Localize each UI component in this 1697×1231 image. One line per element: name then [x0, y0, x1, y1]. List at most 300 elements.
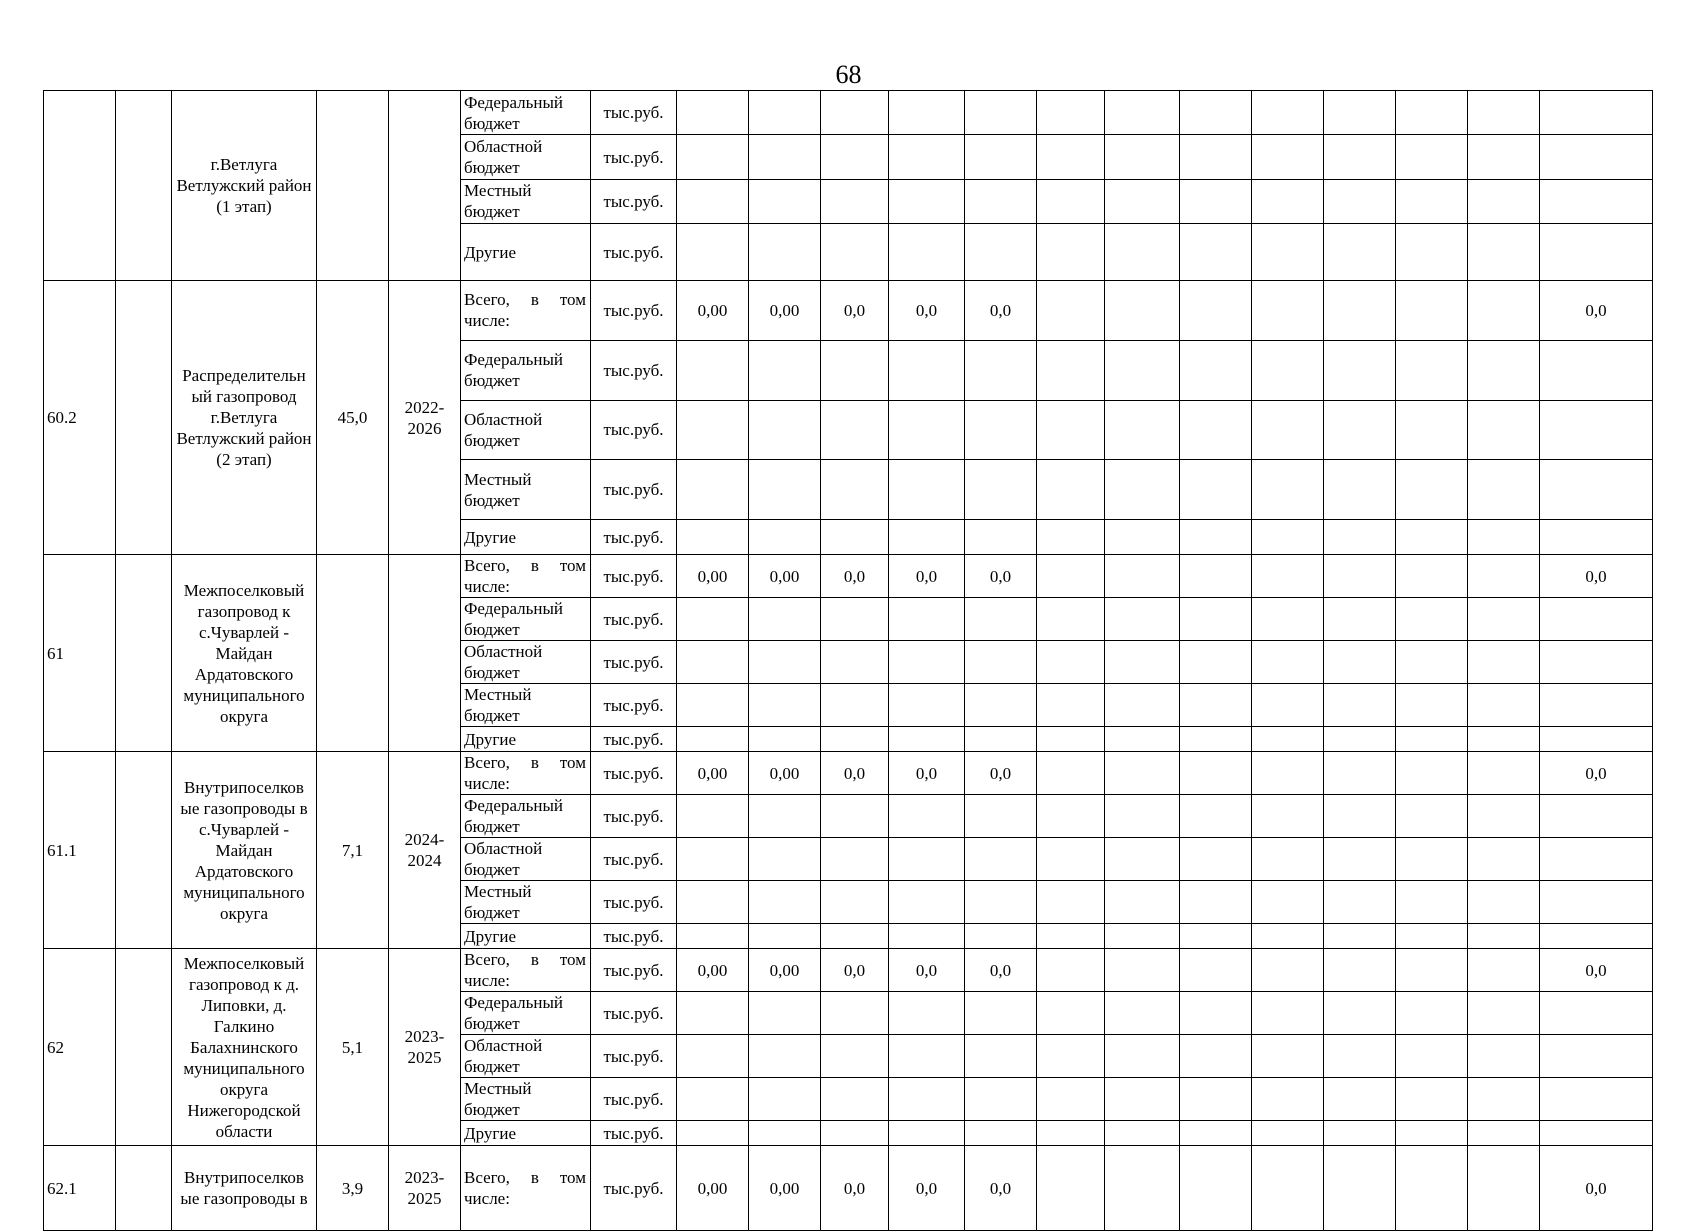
funding-source-cell: Федеральный бюджет	[461, 598, 591, 641]
empty-value-cell	[1396, 1078, 1468, 1121]
empty-value-cell	[1396, 400, 1468, 460]
value-cell	[821, 520, 889, 555]
value-cell	[965, 838, 1037, 881]
value-cell	[821, 992, 889, 1035]
value-cell	[821, 727, 889, 752]
empty-value-cell	[1105, 555, 1180, 598]
period-cell: 2023- 2025	[389, 1146, 461, 1231]
value-cell	[889, 838, 965, 881]
value-cell	[749, 179, 821, 223]
table-row	[44, 752, 1653, 795]
page-number: 68	[835, 60, 862, 89]
empty-value-cell	[1252, 795, 1324, 838]
value-cell	[677, 520, 749, 555]
empty-value-cell	[1105, 400, 1180, 460]
value-cell	[821, 924, 889, 949]
empty-value-cell	[1324, 555, 1396, 598]
empty-value-cell	[1037, 281, 1105, 341]
empty-value-cell	[1468, 684, 1540, 727]
empty-value-cell	[1105, 1078, 1180, 1121]
value-cell	[749, 91, 821, 135]
empty-value-cell	[1105, 881, 1180, 924]
empty-value-cell	[1180, 460, 1252, 520]
value-cell	[965, 641, 1037, 684]
value-cell	[821, 598, 889, 641]
empty-value-cell	[1396, 924, 1468, 949]
value-cell	[677, 400, 749, 460]
value-cell	[889, 91, 965, 135]
empty-value-cell	[1180, 1146, 1252, 1231]
length-cell	[317, 91, 389, 281]
empty-value-cell	[1105, 135, 1180, 179]
table-row	[44, 281, 1653, 341]
value-cell	[677, 684, 749, 727]
empty-value-cell	[1252, 460, 1324, 520]
row-number-cell: 60.2	[44, 281, 116, 555]
empty-value-cell	[1252, 924, 1324, 949]
funding-source-cell: Местный бюджет	[461, 684, 591, 727]
empty-value-cell	[1252, 340, 1324, 400]
value-cell	[749, 1035, 821, 1078]
total-cell	[1540, 1121, 1653, 1146]
empty-value-cell	[1396, 949, 1468, 992]
funding-source-cell: Другие	[461, 520, 591, 555]
value-cell	[821, 340, 889, 400]
value-cell: 0,00	[749, 555, 821, 598]
empty-value-cell	[1468, 598, 1540, 641]
empty-value-cell	[1037, 460, 1105, 520]
table-row	[44, 949, 1653, 992]
unit-cell: тыс.руб.	[591, 641, 677, 684]
unit-cell: тыс.руб.	[591, 727, 677, 752]
value-cell	[677, 992, 749, 1035]
empty-value-cell	[1180, 727, 1252, 752]
value-cell	[889, 641, 965, 684]
value-cell	[677, 1035, 749, 1078]
empty-value-cell	[1324, 224, 1396, 281]
empty-value-cell	[1324, 520, 1396, 555]
value-cell	[889, 924, 965, 949]
empty-value-cell	[1252, 838, 1324, 881]
value-cell	[965, 881, 1037, 924]
period-cell	[389, 91, 461, 281]
empty-value-cell	[1324, 684, 1396, 727]
value-cell	[889, 992, 965, 1035]
empty-value-cell	[1468, 281, 1540, 341]
value-cell	[965, 179, 1037, 223]
value-cell	[889, 520, 965, 555]
value-cell	[821, 1078, 889, 1121]
unit-cell: тыс.руб.	[591, 838, 677, 881]
value-cell	[821, 881, 889, 924]
value-cell	[821, 641, 889, 684]
empty-value-cell	[1324, 281, 1396, 341]
empty-value-cell	[1396, 91, 1468, 135]
empty-value-cell	[1252, 281, 1324, 341]
funding-source-cell: Местный бюджет	[461, 179, 591, 223]
value-cell	[749, 641, 821, 684]
total-cell	[1540, 838, 1653, 881]
empty-value-cell	[1324, 641, 1396, 684]
empty-value-cell	[1468, 949, 1540, 992]
value-cell	[965, 224, 1037, 281]
unit-cell: тыс.руб.	[591, 520, 677, 555]
empty-value-cell	[1468, 1035, 1540, 1078]
empty-value-cell	[1180, 949, 1252, 992]
empty-value-cell	[1252, 992, 1324, 1035]
empty-value-cell	[1180, 224, 1252, 281]
value-cell	[821, 91, 889, 135]
value-cell	[749, 795, 821, 838]
total-label-line1: Всего, в том	[464, 290, 586, 310]
funding-source-cell: Другие	[461, 727, 591, 752]
empty-value-cell	[1252, 1035, 1324, 1078]
empty-value-cell	[1468, 520, 1540, 555]
value-cell: 0,0	[965, 555, 1037, 598]
empty-value-cell	[1180, 881, 1252, 924]
unit-cell: тыс.руб.	[591, 1121, 677, 1146]
empty-value-cell	[1037, 752, 1105, 795]
empty-value-cell	[1468, 400, 1540, 460]
empty-value-cell	[1105, 795, 1180, 838]
total-cell: 0,0	[1540, 555, 1653, 598]
value-cell	[677, 795, 749, 838]
empty-value-cell	[1396, 1035, 1468, 1078]
value-cell	[889, 727, 965, 752]
row-number-cell: 62.1	[44, 1146, 116, 1231]
empty-value-cell	[1252, 641, 1324, 684]
empty-value-cell	[1396, 727, 1468, 752]
empty-value-cell	[1396, 838, 1468, 881]
length-cell: 3,9	[317, 1146, 389, 1231]
empty-value-cell	[1180, 992, 1252, 1035]
value-cell	[749, 340, 821, 400]
value-cell: 0,0	[889, 281, 965, 341]
empty-value-cell	[1105, 520, 1180, 555]
funding-source-cell	[461, 949, 591, 992]
funding-source-cell	[461, 281, 591, 341]
value-cell	[889, 598, 965, 641]
total-cell	[1540, 881, 1653, 924]
empty-value-cell	[1468, 135, 1540, 179]
empty-value-cell	[1180, 838, 1252, 881]
empty-value-cell	[1396, 1121, 1468, 1146]
value-cell: 0,0	[965, 1146, 1037, 1231]
empty-value-cell	[1468, 1121, 1540, 1146]
empty-value-cell	[1468, 727, 1540, 752]
row-number-cell: 62	[44, 949, 116, 1146]
funding-source-cell: Областной бюджет	[461, 135, 591, 179]
empty-value-cell	[1105, 91, 1180, 135]
value-cell	[749, 992, 821, 1035]
funding-source-cell: Областной бюджет	[461, 641, 591, 684]
value-cell: 0,00	[749, 281, 821, 341]
total-cell: 0,0	[1540, 1146, 1653, 1231]
empty-value-cell	[1037, 838, 1105, 881]
empty-value-cell	[1252, 555, 1324, 598]
value-cell	[965, 795, 1037, 838]
empty-value-cell	[1468, 795, 1540, 838]
value-cell	[749, 838, 821, 881]
value-cell: 0,0	[889, 752, 965, 795]
empty-value-cell	[1180, 924, 1252, 949]
value-cell	[677, 1121, 749, 1146]
empty-value-cell	[1105, 1121, 1180, 1146]
value-cell	[677, 340, 749, 400]
empty-value-cell	[1468, 91, 1540, 135]
value-cell: 0,0	[889, 1146, 965, 1231]
empty-value-cell	[1252, 1078, 1324, 1121]
unit-cell: тыс.руб.	[591, 340, 677, 400]
total-cell	[1540, 924, 1653, 949]
empty-value-cell	[1324, 460, 1396, 520]
empty-value-cell	[1252, 179, 1324, 223]
value-cell: 0,0	[965, 949, 1037, 992]
length-cell: 7,1	[317, 752, 389, 949]
funding-source-cell: Местный бюджет	[461, 1078, 591, 1121]
total-cell: 0,0	[1540, 949, 1653, 992]
total-cell	[1540, 179, 1653, 223]
empty-value-cell	[1324, 1121, 1396, 1146]
empty-value-cell	[1324, 881, 1396, 924]
empty-value-cell	[1037, 520, 1105, 555]
total-cell: 0,0	[1540, 281, 1653, 341]
total-cell	[1540, 641, 1653, 684]
empty-value-cell	[1396, 752, 1468, 795]
value-cell	[889, 1035, 965, 1078]
total-cell	[1540, 91, 1653, 135]
value-cell	[749, 460, 821, 520]
empty-value-cell	[1105, 992, 1180, 1035]
total-cell	[1540, 460, 1653, 520]
value-cell	[889, 684, 965, 727]
object-name-cell: Межпоселковый газопровод к с.Чуварлей - Майдан Ардатовского муниципального округа	[172, 555, 317, 752]
value-cell: 0,00	[677, 281, 749, 341]
unit-cell: тыс.руб.	[591, 224, 677, 281]
unit-cell: тыс.руб.	[591, 1035, 677, 1078]
row-number-cell: 61.1	[44, 752, 116, 949]
empty-value-cell	[1324, 400, 1396, 460]
funding-source-cell: Областной бюджет	[461, 838, 591, 881]
empty-value-cell	[1180, 135, 1252, 179]
value-cell	[965, 727, 1037, 752]
value-cell	[889, 179, 965, 223]
funding-source-cell: Областной бюджет	[461, 1035, 591, 1078]
value-cell	[821, 838, 889, 881]
empty-cell	[116, 949, 172, 1146]
total-cell	[1540, 727, 1653, 752]
empty-value-cell	[1180, 598, 1252, 641]
funding-source-cell	[461, 555, 591, 598]
empty-value-cell	[1396, 881, 1468, 924]
value-cell	[749, 924, 821, 949]
value-cell	[677, 881, 749, 924]
object-name-cell: Внутрипоселков ые газопроводы в с.Чуварлей - Майдан Ардатовского муниципального округа	[172, 752, 317, 949]
empty-value-cell	[1252, 400, 1324, 460]
value-cell	[965, 1078, 1037, 1121]
unit-cell: тыс.руб.	[591, 400, 677, 460]
empty-value-cell	[1468, 1146, 1540, 1231]
value-cell	[749, 727, 821, 752]
length-cell	[317, 555, 389, 752]
empty-value-cell	[1396, 179, 1468, 223]
unit-cell: тыс.руб.	[591, 179, 677, 223]
value-cell	[965, 598, 1037, 641]
funding-source-cell: Федеральный бюджет	[461, 992, 591, 1035]
empty-cell	[116, 1146, 172, 1231]
value-cell	[749, 224, 821, 281]
total-cell	[1540, 340, 1653, 400]
empty-value-cell	[1105, 949, 1180, 992]
period-cell	[389, 555, 461, 752]
empty-value-cell	[1105, 340, 1180, 400]
total-label-line1: Всего, в том	[464, 1168, 586, 1187]
value-cell	[965, 135, 1037, 179]
total-cell	[1540, 1078, 1653, 1121]
value-cell: 0,00	[677, 752, 749, 795]
empty-value-cell	[1396, 992, 1468, 1035]
value-cell	[677, 727, 749, 752]
empty-value-cell	[1105, 838, 1180, 881]
empty-value-cell	[1324, 924, 1396, 949]
funding-source-cell: Федеральный бюджет	[461, 795, 591, 838]
value-cell	[677, 135, 749, 179]
empty-value-cell	[1396, 555, 1468, 598]
funding-source-cell	[461, 1146, 591, 1231]
empty-value-cell	[1324, 752, 1396, 795]
empty-value-cell	[1468, 340, 1540, 400]
empty-value-cell	[1324, 1146, 1396, 1231]
empty-value-cell	[1037, 1146, 1105, 1231]
total-label-line2: числе:	[464, 774, 510, 793]
total-cell: 0,0	[1540, 752, 1653, 795]
empty-value-cell	[1468, 179, 1540, 223]
empty-value-cell	[1396, 281, 1468, 341]
value-cell	[889, 135, 965, 179]
period-cell: 2023- 2025	[389, 949, 461, 1146]
unit-cell: тыс.руб.	[591, 281, 677, 341]
total-label-line2: числе:	[464, 1189, 510, 1208]
value-cell: 0,0	[821, 555, 889, 598]
row-number-cell	[44, 91, 116, 281]
value-cell: 0,0	[821, 752, 889, 795]
empty-value-cell	[1324, 179, 1396, 223]
empty-value-cell	[1468, 1078, 1540, 1121]
empty-value-cell	[1037, 135, 1105, 179]
funding-source-cell: Местный бюджет	[461, 460, 591, 520]
unit-cell: тыс.руб.	[591, 992, 677, 1035]
empty-value-cell	[1252, 949, 1324, 992]
length-cell: 45,0	[317, 281, 389, 555]
empty-value-cell	[1037, 795, 1105, 838]
empty-value-cell	[1396, 598, 1468, 641]
empty-value-cell	[1396, 795, 1468, 838]
total-cell	[1540, 224, 1653, 281]
investment-table	[43, 90, 1653, 1231]
empty-value-cell	[1037, 881, 1105, 924]
funding-source-cell: Другие	[461, 924, 591, 949]
empty-value-cell	[1324, 795, 1396, 838]
object-name-cell: Внутрипоселков ые газопроводы в	[172, 1146, 317, 1231]
value-cell: 0,0	[821, 281, 889, 341]
value-cell	[749, 1078, 821, 1121]
value-cell: 0,00	[677, 1146, 749, 1231]
empty-value-cell	[1396, 460, 1468, 520]
value-cell	[749, 598, 821, 641]
total-label-line2: числе:	[464, 971, 510, 990]
empty-value-cell	[1468, 881, 1540, 924]
total-label-line1: Всего, в том	[464, 950, 586, 969]
empty-value-cell	[1180, 641, 1252, 684]
value-cell	[749, 684, 821, 727]
empty-cell	[116, 281, 172, 555]
value-cell	[749, 1121, 821, 1146]
empty-value-cell	[1252, 1121, 1324, 1146]
empty-value-cell	[1468, 838, 1540, 881]
value-cell	[677, 179, 749, 223]
value-cell	[889, 340, 965, 400]
funding-source-cell: Другие	[461, 1121, 591, 1146]
empty-value-cell	[1252, 224, 1324, 281]
total-cell	[1540, 1035, 1653, 1078]
empty-value-cell	[1252, 752, 1324, 795]
empty-value-cell	[1324, 838, 1396, 881]
value-cell	[965, 520, 1037, 555]
empty-value-cell	[1180, 1078, 1252, 1121]
total-cell	[1540, 684, 1653, 727]
empty-value-cell	[1180, 340, 1252, 400]
value-cell	[821, 684, 889, 727]
period-cell: 2024- 2024	[389, 752, 461, 949]
empty-value-cell	[1468, 555, 1540, 598]
empty-value-cell	[1252, 520, 1324, 555]
value-cell	[677, 838, 749, 881]
unit-cell: тыс.руб.	[591, 949, 677, 992]
value-cell	[677, 91, 749, 135]
empty-value-cell	[1105, 1146, 1180, 1231]
value-cell	[677, 460, 749, 520]
unit-cell: тыс.руб.	[591, 598, 677, 641]
empty-value-cell	[1396, 520, 1468, 555]
value-cell	[677, 1078, 749, 1121]
empty-value-cell	[1105, 924, 1180, 949]
empty-value-cell	[1180, 400, 1252, 460]
empty-value-cell	[1037, 1078, 1105, 1121]
empty-value-cell	[1180, 91, 1252, 135]
value-cell: 0,0	[821, 949, 889, 992]
empty-value-cell	[1037, 224, 1105, 281]
empty-value-cell	[1252, 727, 1324, 752]
value-cell	[965, 924, 1037, 949]
empty-value-cell	[1105, 684, 1180, 727]
value-cell: 0,0	[821, 1146, 889, 1231]
empty-value-cell	[1324, 992, 1396, 1035]
empty-value-cell	[1252, 91, 1324, 135]
total-cell	[1540, 135, 1653, 179]
value-cell: 0,00	[749, 752, 821, 795]
empty-value-cell	[1324, 1078, 1396, 1121]
value-cell	[965, 1121, 1037, 1146]
empty-value-cell	[1468, 460, 1540, 520]
value-cell	[889, 224, 965, 281]
funding-source-cell: Местный бюджет	[461, 881, 591, 924]
value-cell	[821, 1035, 889, 1078]
value-cell	[749, 400, 821, 460]
empty-value-cell	[1037, 924, 1105, 949]
value-cell	[965, 91, 1037, 135]
value-cell	[821, 460, 889, 520]
value-cell	[889, 795, 965, 838]
